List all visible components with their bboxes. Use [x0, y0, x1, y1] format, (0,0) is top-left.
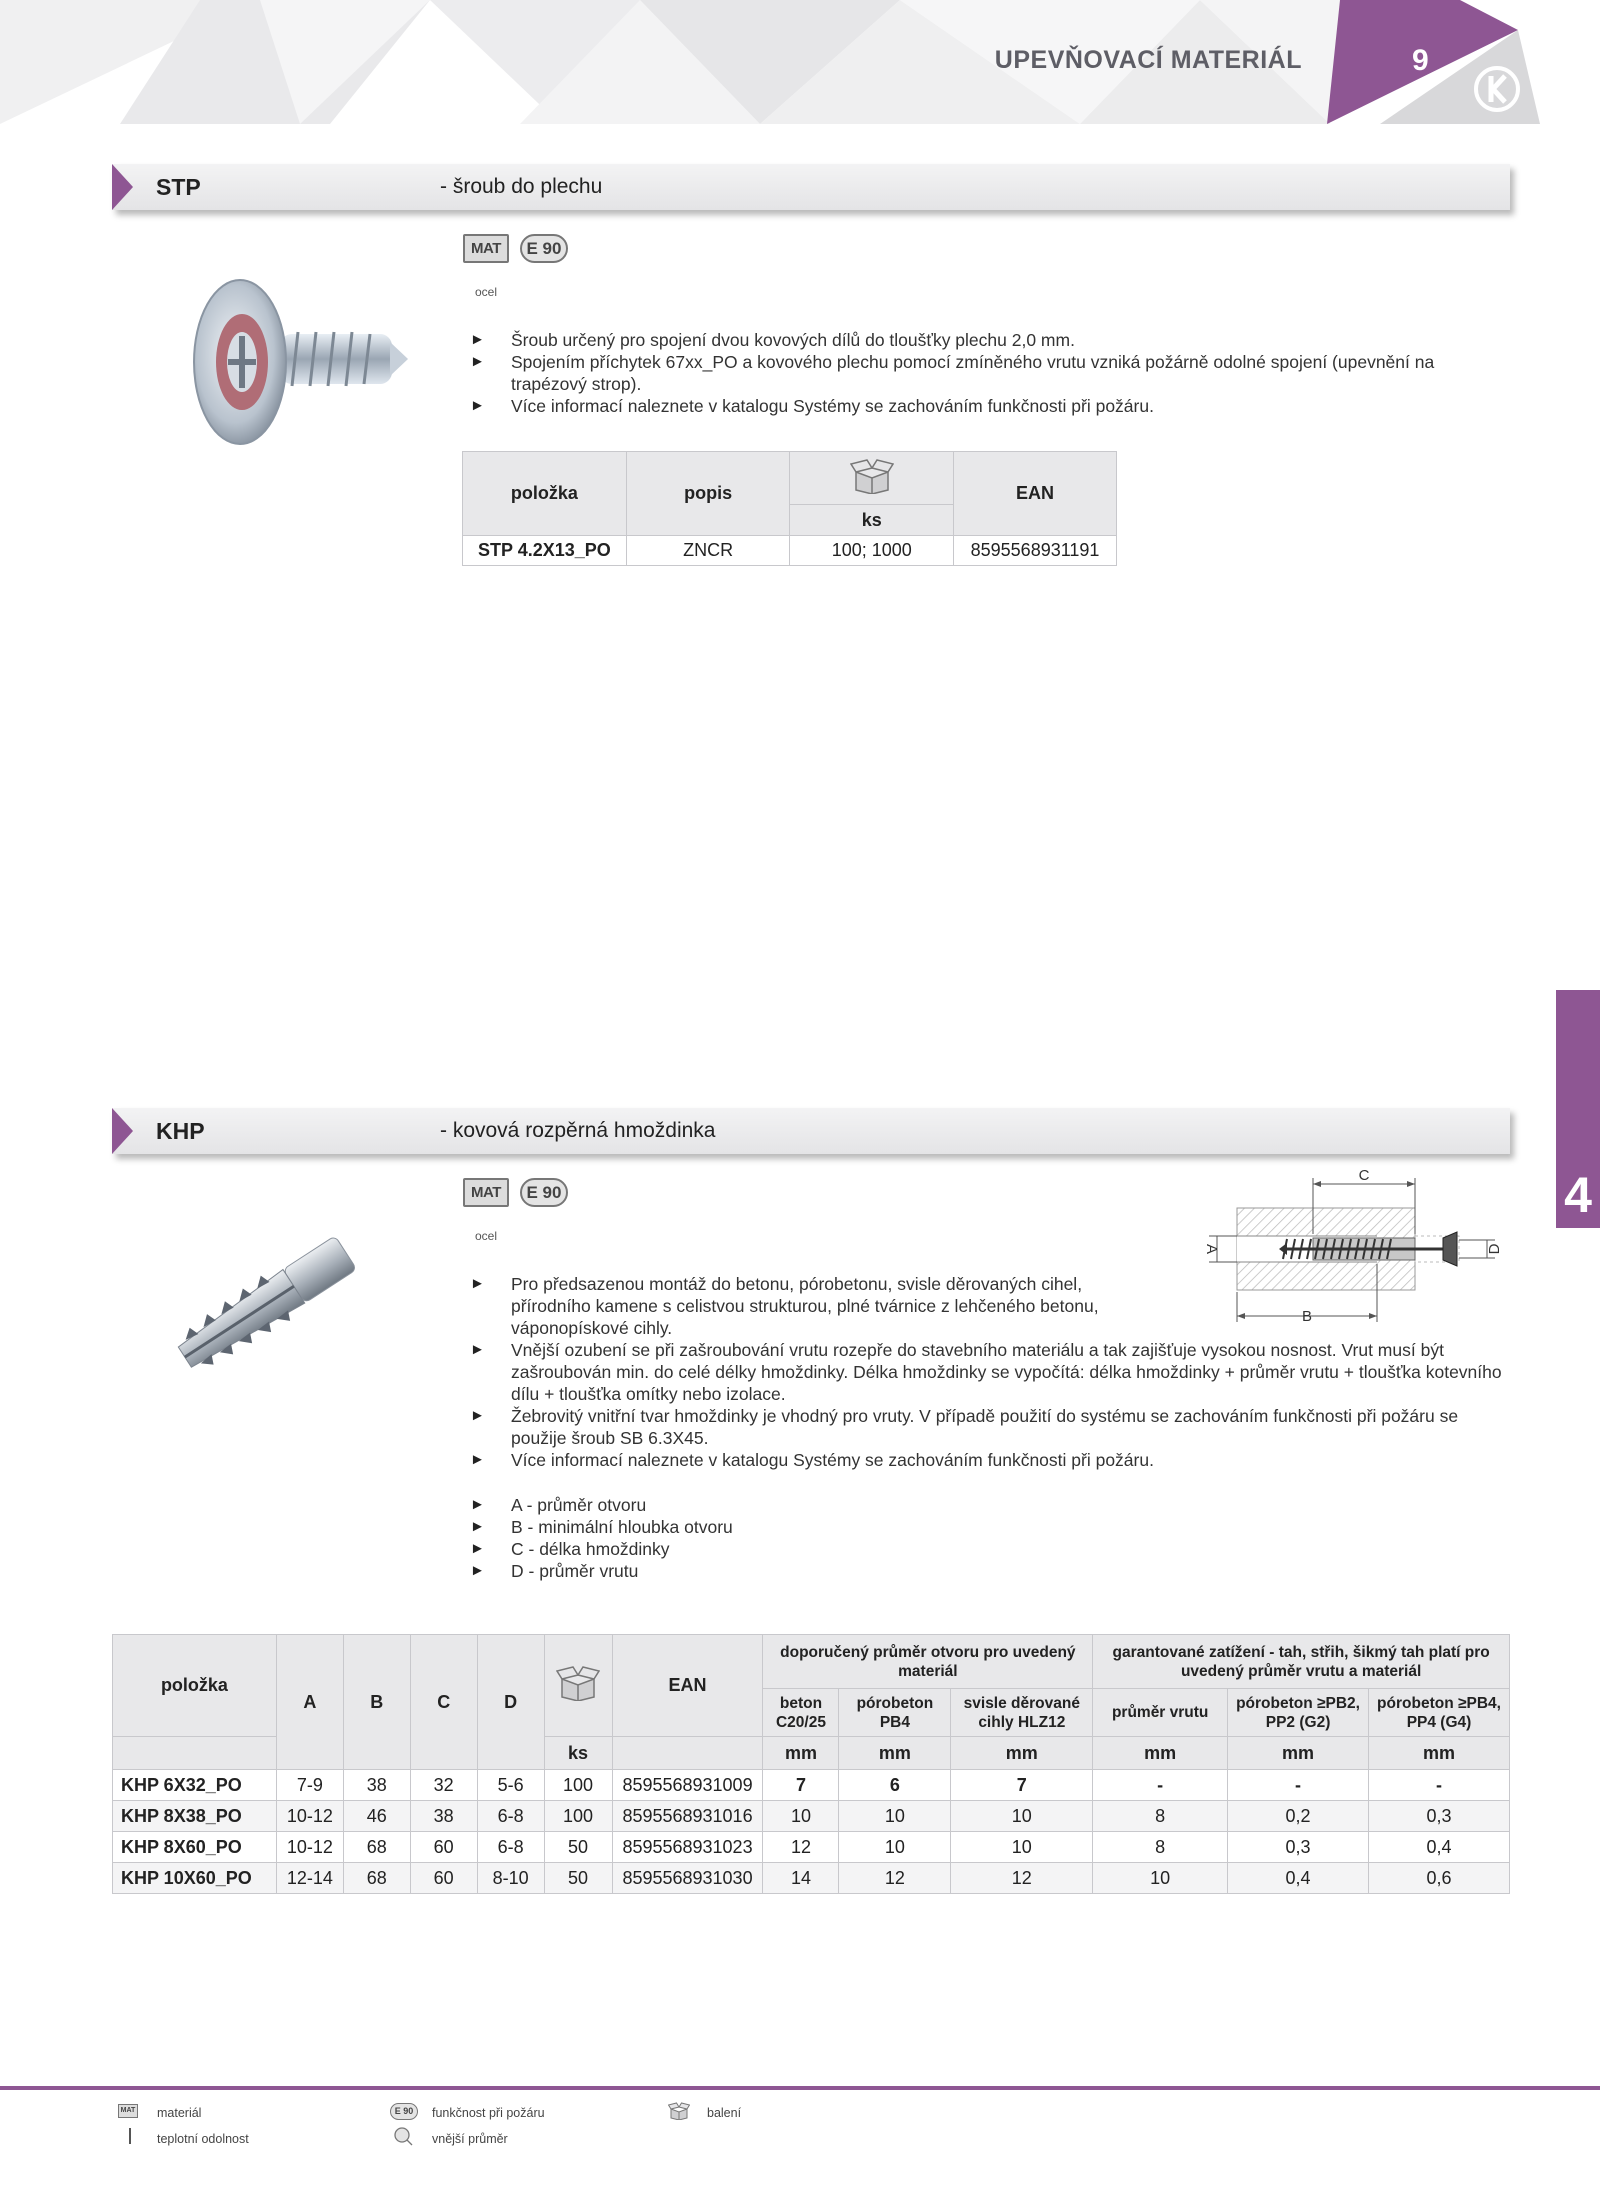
cell-ean: 8595568931191 [954, 536, 1117, 566]
cell-pb4: 6 [839, 1770, 951, 1801]
cell-vrut: - [1093, 1770, 1228, 1801]
legend-temperature: teplotní odolnost [157, 2132, 249, 2146]
cell-b: 46 [343, 1801, 410, 1832]
col-header-a: A [276, 1635, 343, 1770]
cell-beton: 14 [763, 1863, 839, 1894]
cell-g2: 0,4 [1228, 1863, 1369, 1894]
cell-ks: 100 [544, 1770, 612, 1801]
list-item: ► A - průměr otvoru [470, 1494, 1170, 1516]
cell-g4: 0,4 [1369, 1832, 1510, 1863]
cell-d: 8-10 [477, 1863, 544, 1894]
box-legend-icon [668, 2102, 690, 2120]
col-header-beton: beton C20/25 [763, 1689, 839, 1737]
cell-beton: 10 [763, 1801, 839, 1832]
unit-mm: mm [1228, 1737, 1369, 1770]
stp-material-label: ocel [475, 285, 498, 299]
fire-rating-icon: E 90 [520, 234, 568, 263]
temperature-legend-icon [129, 2128, 131, 2144]
banner-marker [112, 164, 133, 210]
diagram-label-d: D [1486, 1243, 1503, 1255]
cell-desc: ZNCR [626, 536, 790, 566]
cell-g2: - [1228, 1770, 1369, 1801]
col-header-item: položka [113, 1635, 277, 1737]
cell-g4: - [1369, 1770, 1510, 1801]
col-header-packaging [790, 452, 954, 505]
cell-d: 5-6 [477, 1770, 544, 1801]
cell-pb4: 12 [839, 1863, 951, 1894]
col-header-ean: EAN [612, 1635, 763, 1737]
list-item: ► Více informací naleznete v katalogu Systémy se zachováním funkčnosti při požáru. [470, 395, 1510, 417]
stp-product-table [462, 451, 1117, 566]
list-item: ► Žebrovitý vnitřní tvar hmoždinky je vhodný pro vruty. V případě použití do systému se zachováním funkčnosti při požáru se použije šroub SB 6.3X45. [470, 1405, 1510, 1449]
box-icon [556, 1665, 600, 1701]
box-icon [850, 458, 894, 494]
unit-mm: mm [1369, 1737, 1510, 1770]
table-row [463, 536, 1117, 566]
col-header-item-spacer [113, 1737, 277, 1770]
header-title: UPEVŇOVACÍ MATERIÁL [994, 46, 1302, 74]
list-item: ► Spojením příchytek 67xx_PO a kovového plechu pomocí zmíněného vrutu vzniká požárně odolné spojení (upevnění na trapézový strop). [470, 351, 1510, 395]
col-header-porobeton-pb4: pórobeton PB4 [839, 1689, 951, 1737]
footer-divider [0, 2086, 1600, 2090]
col-header-cihly: svisle děrované cihly HLZ12 [951, 1689, 1093, 1737]
cell-c: 60 [410, 1832, 477, 1863]
cell-g4: 0,3 [1369, 1801, 1510, 1832]
unit-mm: mm [1093, 1737, 1228, 1770]
cell-vrut: 10 [1093, 1863, 1228, 1894]
stp-section-banner [112, 164, 1510, 210]
col-header-ean-spacer [612, 1737, 763, 1770]
khp-product-table [112, 1634, 1510, 1894]
khp-section-banner [112, 1108, 1510, 1154]
legend-fire: funkčnost při požáru [432, 2106, 545, 2120]
col-header-desc: popis [626, 452, 790, 536]
page-number: 9 [1412, 44, 1429, 77]
unit-mm: mm [951, 1737, 1093, 1770]
header-background [0, 0, 1600, 124]
col-header-unit: ks [544, 1737, 612, 1770]
cell-item: KHP 6X32_PO [113, 1770, 277, 1801]
diameter-legend-icon [393, 2126, 413, 2146]
cell-a: 7-9 [276, 1770, 343, 1801]
cell-ks: 50 [544, 1863, 612, 1894]
list-item: ► D - průměr vrutu [470, 1560, 1170, 1582]
stp-product-description: - šroub do plechu [440, 175, 603, 198]
list-item: ► B - minimální hloubka otvoru [470, 1516, 1170, 1538]
cell-vrut: 8 [1093, 1801, 1228, 1832]
cell-b: 68 [343, 1832, 410, 1863]
unit-mm: mm [839, 1737, 951, 1770]
table-row [113, 1770, 1510, 1801]
cell-ks: 50 [544, 1832, 612, 1863]
cell-ean: 8595568931016 [612, 1801, 763, 1832]
cell-beton: 7 [763, 1770, 839, 1801]
diagram-label-c: C [1358, 1168, 1370, 1184]
list-item: ► C - délka hmoždinky [470, 1538, 1170, 1560]
table-row [113, 1863, 1510, 1894]
cell-a: 10-12 [276, 1801, 343, 1832]
cell-item: KHP 10X60_PO [113, 1863, 277, 1894]
stp-product-code: STP [156, 174, 201, 200]
col-header-item: položka [463, 452, 627, 536]
khp-product-description: - kovová rozpěrná hmoždinka [440, 1119, 716, 1142]
cell-c: 60 [410, 1863, 477, 1894]
brand-logo [1472, 64, 1522, 114]
cell-d: 6-8 [477, 1801, 544, 1832]
banner-marker [112, 1108, 133, 1154]
khp-product-code: KHP [156, 1118, 205, 1144]
diagram-label-a: A [1203, 1243, 1220, 1255]
col-header-b: B [343, 1635, 410, 1770]
list-item: ► Více informací naleznete v katalogu Systémy se zachováním funkčnosti při požáru. [470, 1449, 1510, 1471]
stp-screw-photo [180, 272, 410, 462]
cell-beton: 12 [763, 1832, 839, 1863]
chapter-tab-label: 4 [1564, 1167, 1592, 1223]
cell-item: STP 4.2X13_PO [463, 536, 627, 566]
col-header-packaging [544, 1635, 612, 1737]
cell-item: KHP 8X60_PO [113, 1832, 277, 1863]
cell-pb4: 10 [839, 1801, 951, 1832]
cell-b: 38 [343, 1770, 410, 1801]
cell-g2: 0,3 [1228, 1832, 1369, 1863]
col-header-c: C [410, 1635, 477, 1770]
cell-d: 6-8 [477, 1832, 544, 1863]
col-header-ean: EAN [954, 452, 1117, 536]
cell-ean: 8595568931030 [612, 1863, 763, 1894]
cell-a: 10-12 [276, 1832, 343, 1863]
cell-pb4: 10 [839, 1832, 951, 1863]
cell-cihly: 12 [951, 1863, 1093, 1894]
cell-ean: 8595568931009 [612, 1770, 763, 1801]
table-row [113, 1832, 1510, 1863]
cell-cihly: 10 [951, 1801, 1093, 1832]
cell-item: KHP 8X38_PO [113, 1801, 277, 1832]
khp-dimension-list [470, 1494, 1170, 1582]
col-group-hole-diameter: doporučený průměr otvoru pro uvedený materiál [763, 1635, 1093, 1689]
legend-packaging: balení [707, 2106, 742, 2120]
cell-g2: 0,2 [1228, 1801, 1369, 1832]
list-item: ► Vnější ozubení se při zašroubování vrutu rozepře do stavebního materiálu a tak zajišťuje vysokou nosnost. Vrut musí být zašroubován min. do celé délky hmoždinky. Délka hmoždinky se vypočítá: délka hmoždinky + průměr vrutu + tloušťka kotevního dílu + tloušťka omítky nebo izolace. [470, 1339, 1510, 1405]
diagram-label-b: B [1301, 1308, 1313, 1325]
chapter-tab[interactable] [1556, 990, 1600, 1228]
fire-legend-icon: E 90 [390, 2103, 418, 2120]
khp-feature-list [470, 1273, 1510, 1471]
cell-g4: 0,6 [1369, 1863, 1510, 1894]
material-icon: MAT [463, 1178, 509, 1207]
cell-b: 68 [343, 1863, 410, 1894]
cell-cihly: 7 [951, 1770, 1093, 1801]
stp-feature-list [470, 329, 1510, 417]
list-item: ► Šroub určený pro spojení dvou kovových dílů do tloušťky plechu 2,0 mm. [470, 329, 1510, 351]
material-icon: MAT [463, 234, 509, 263]
cell-a: 12-14 [276, 1863, 343, 1894]
unit-mm: mm [763, 1737, 839, 1770]
col-header-porobeton-g2: pórobeton ≥PB2, PP2 (G2) [1228, 1689, 1369, 1737]
material-legend-icon: MAT [118, 2104, 138, 2118]
table-row [113, 1801, 1510, 1832]
cell-cihly: 10 [951, 1832, 1093, 1863]
cell-c: 38 [410, 1801, 477, 1832]
list-item: ► Pro předsazenou montáž do betonu, pórobetonu, svisle děrovaných cihel, přírodního kamene s celistvou strukturou, plné tvárnice z lehčeného betonu, váponopískové cihly. [470, 1273, 1140, 1339]
legend-material: materiál [157, 2106, 202, 2120]
cell-c: 32 [410, 1770, 477, 1801]
col-header-unit: ks [790, 505, 954, 536]
cell-ean: 8595568931023 [612, 1832, 763, 1863]
col-header-d: D [477, 1635, 544, 1770]
cell-ks: 100 [544, 1801, 612, 1832]
col-group-guaranteed-load: garantované zatížení - tah, střih, šikmý tah platí pro uvedený průměr vrutu a materiál [1093, 1635, 1510, 1689]
legend-diameter: vnější průměr [432, 2132, 508, 2146]
fire-rating-icon: E 90 [520, 1178, 568, 1207]
khp-material-label: ocel [475, 1229, 498, 1243]
khp-anchor-photo [150, 1225, 375, 1390]
cell-vrut: 8 [1093, 1832, 1228, 1863]
col-header-prumer-vrutu: průměr vrutu [1093, 1689, 1228, 1737]
cell-qty: 100; 1000 [790, 536, 954, 566]
col-header-porobeton-g4: pórobeton ≥PB4, PP4 (G4) [1369, 1689, 1510, 1737]
